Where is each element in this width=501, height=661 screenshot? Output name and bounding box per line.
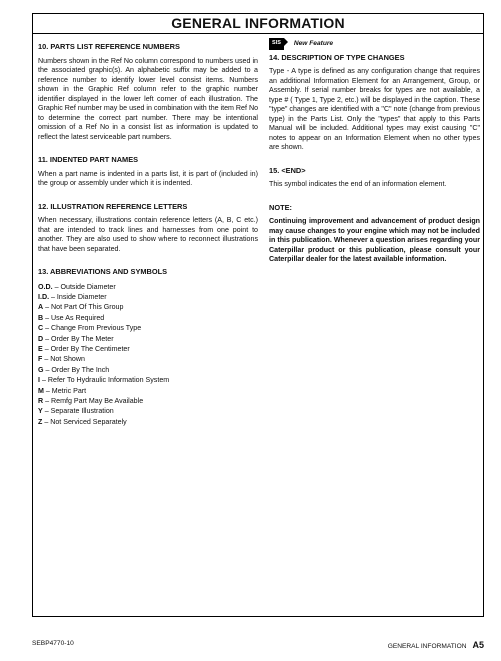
abbreviation-key: M bbox=[38, 386, 44, 395]
section-abbreviations bbox=[38, 267, 258, 427]
list-item bbox=[38, 313, 258, 323]
section-illustration-reference bbox=[38, 202, 258, 255]
section-title: 10. PARTS LIST REFERENCE NUMBERS bbox=[38, 42, 180, 51]
abbreviation-desc: – Not Part Of This Group bbox=[43, 303, 124, 312]
note-body: Continuing improvement and advancement of product design may cause changes to your engine which may not be included in this publication. Whenever a question arises regarding your Caterpillar product or this publication, please consult your Caterpillar dealer for the latest available information. bbox=[269, 217, 480, 263]
section-type-changes bbox=[269, 53, 480, 153]
abbreviation-key: D bbox=[38, 334, 44, 343]
abbreviation-key: I bbox=[38, 376, 40, 385]
list-item bbox=[38, 386, 258, 396]
abbreviation-desc: – Refer To Hydraulic Information System bbox=[39, 376, 170, 385]
abbreviation-list bbox=[38, 282, 258, 428]
abbreviation-desc: – Order By The Inch bbox=[43, 365, 110, 374]
abbreviation-key: O.D. bbox=[38, 282, 53, 291]
list-item bbox=[38, 344, 258, 354]
section-indented-part-names bbox=[38, 155, 258, 189]
footer-right bbox=[388, 640, 484, 650]
list-item bbox=[38, 334, 258, 344]
abbreviation-desc: – Use As Required bbox=[43, 313, 105, 322]
section-body: When necessary, illustrations contain reference letters (A, B, C etc.) that are intended to track lines and harnesses from one point to another. They are also used to show where to reconnect illustrations that have been separated. bbox=[38, 216, 258, 253]
section-body: When a part name is indented in a parts list, it is part of (included in) the group or assembly under which it is indented. bbox=[38, 169, 258, 187]
list-item bbox=[38, 375, 258, 385]
section-body: Type - A type is defined as any configuration change that requires an additional Information Element for an Arrangement, Group, or Assembly. If serial number breaks for types are not available, a type # ( Type 1, Type 2, etc.) will be displayed in the caption. These "type" changes are identified with a "C" note (change from previous type) in the Parts List. Only the "types" that apply to this Parts Manual will be included. Additional types may exist causing "C" notes to appear on an Information Element when no other types are shown. bbox=[269, 67, 480, 151]
abbreviation-desc: – Order By The Meter bbox=[43, 334, 114, 343]
footer-doc-number: SEBP4770-10 bbox=[32, 640, 74, 647]
abbreviation-key: R bbox=[38, 396, 44, 405]
list-item bbox=[38, 365, 258, 375]
abbreviation-desc: – Inside Diameter bbox=[49, 292, 107, 301]
section-title: 14. DESCRIPTION OF TYPE CHANGES bbox=[269, 52, 405, 62]
page-frame bbox=[32, 13, 484, 617]
page-title: GENERAL INFORMATION bbox=[33, 14, 483, 34]
left-column bbox=[38, 42, 258, 440]
abbreviation-key: I.D. bbox=[38, 292, 50, 301]
abbreviation-key: A bbox=[38, 303, 44, 312]
list-item bbox=[38, 354, 258, 364]
new-feature-banner bbox=[269, 38, 480, 50]
section-title: 13. ABBREVIATIONS AND SYMBOLS bbox=[38, 267, 168, 276]
section-body: This symbol indicates the end of an information element. bbox=[269, 180, 447, 188]
section-title: 15. <END> bbox=[269, 165, 306, 175]
abbreviation-desc: – Outside Diameter bbox=[52, 282, 116, 291]
abbreviation-key: F bbox=[38, 355, 43, 364]
page-number: A5 bbox=[472, 640, 484, 650]
new-feature-label: New Feature bbox=[293, 40, 334, 47]
section-end-symbol bbox=[269, 166, 480, 190]
abbreviation-desc: – Separate Illustration bbox=[42, 407, 114, 416]
abbreviation-key: B bbox=[38, 313, 44, 322]
abbreviation-desc: – Remfg Part May Be Available bbox=[43, 396, 144, 405]
list-item bbox=[38, 282, 258, 292]
abbreviation-key: Y bbox=[38, 407, 43, 416]
abbreviation-key: E bbox=[38, 344, 43, 353]
abbreviation-desc: – Order By The Centimeter bbox=[42, 344, 130, 353]
list-item bbox=[38, 406, 258, 416]
list-item bbox=[38, 323, 258, 333]
abbreviation-desc: – Not Shown bbox=[42, 355, 85, 364]
right-column bbox=[269, 42, 480, 278]
section-note bbox=[269, 203, 480, 265]
sis-logo: SIS bbox=[269, 38, 284, 50]
section-title: 11. INDENTED PART NAMES bbox=[38, 155, 139, 164]
section-title: 12. ILLUSTRATION REFERENCE LETTERS bbox=[38, 201, 188, 211]
abbreviation-key: G bbox=[38, 365, 44, 374]
list-item bbox=[38, 292, 258, 302]
footer-section: GENERAL INFORMATION bbox=[387, 643, 467, 650]
section-body: Numbers shown in the Ref No column correspond to numbers used in the associated graphic(s). An alphabetic suffix may be added to a reference number to identify lower level consist items. Numbers shown in the Graphic Ref column refer to the graphic number identifier displayed in the lower left corner of each illustration. The Graphic Ref number may be used in combination with the item Ref No to determine the correct part number. There may be intentional omission of a Ref No in a consist list as information is updated to reflect the latest serviceable part numbers. bbox=[38, 56, 259, 141]
abbreviation-key: C bbox=[38, 324, 44, 333]
abbreviation-desc: – Change From Previous Type bbox=[43, 324, 142, 333]
abbreviation-desc: – Metric Part bbox=[43, 386, 87, 395]
list-item bbox=[38, 417, 258, 427]
note-title: NOTE: bbox=[269, 202, 292, 212]
abbreviation-key: Z bbox=[38, 417, 43, 426]
list-item bbox=[38, 396, 258, 406]
abbreviation-desc: – Not Serviced Separately bbox=[42, 417, 127, 426]
list-item bbox=[38, 302, 258, 312]
section-parts-list-reference bbox=[38, 42, 258, 142]
